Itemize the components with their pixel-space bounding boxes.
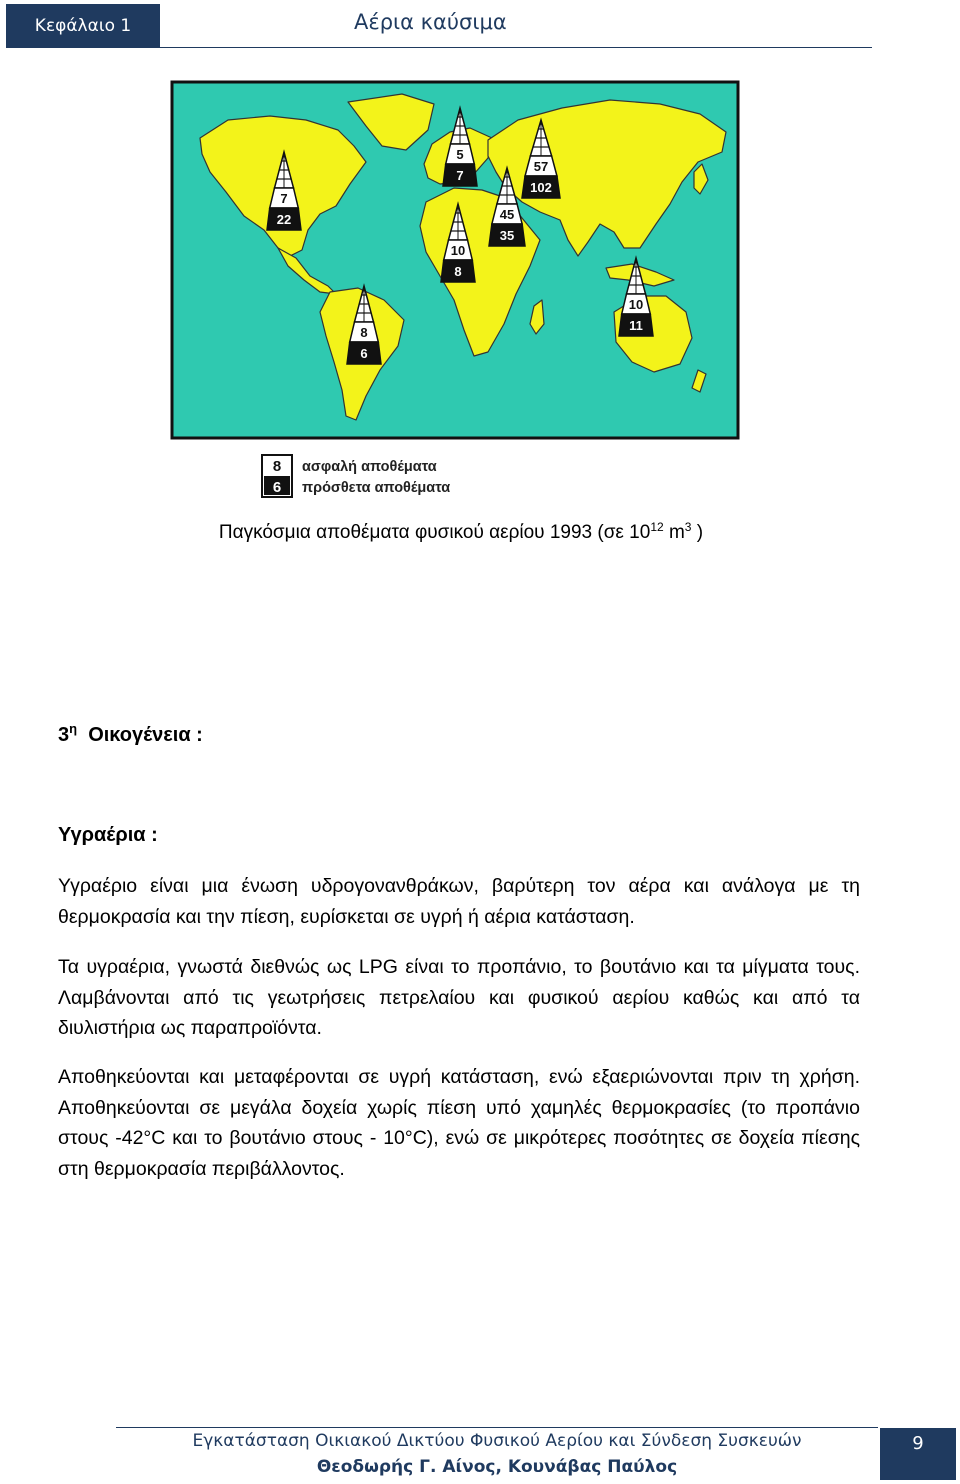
chapter-label: Κεφάλαιο 1 [6,4,160,48]
marker-safe-value: 57 [533,159,549,174]
section-ordinal: η [69,721,78,736]
map-legend [258,452,488,500]
marker-additional-value: 6 [360,346,368,361]
caption-exponent-12: 12 [650,520,664,534]
figure-caption [0,522,922,544]
marker-additional-value: 8 [454,264,462,279]
marker-additional-value: 7 [456,168,464,183]
legend-additional-value: 6 [272,479,282,496]
world-gas-reserves-map [170,80,740,440]
caption-text: Παγκόσμια αποθέματα φυσικού αερίου 1993 (σε 10 [218,522,651,543]
caption-exponent-3: 3 [684,520,692,534]
footer-rule [116,1427,878,1428]
paragraph-definition: Υγραέριο είναι μια ένωση υδρογονανθράκων, βαρύτερη τον αέρα και ανάλογα με τη θερμοκρασία και την πίεση, ευρίσκεται σε υγρή ή αέρια κατάσταση. [58,875,860,928]
caption-end: ) [691,522,704,543]
marker-additional-value: 11 [629,318,643,333]
marker-safe-value: 5 [456,147,464,162]
marker-safe-value: 10 [450,243,466,258]
marker-additional-value: 102 [530,180,552,195]
legend-safe-label: ασφαλή αποθέματα [302,459,437,475]
marker-safe-value: 10 [628,297,644,312]
marker-additional-value: 22 [276,212,292,227]
section-title: Οικογένεια : [77,724,203,746]
paragraph-storage: Αποθηκεύονται και μεταφέρονται σε υγρή κατάσταση, ενώ εξαεριώνονται πριν τη χρήση. Αποθηκεύονται σε μεγάλα δοχεία χωρίς πίεση υπό χαμηλές θερμοκρασίες (το προπάνιο στους -42°C και το βουτάνιο στους - 10°C), ενώ σε μικρότερες ποσότητες σε δοχεία πίεσης στη θερμοκρασία περιβάλλοντος. [58,1066,860,1180]
header-rule [160,47,872,48]
section-number: 3 [58,724,70,746]
page-number: 9 [880,1428,956,1480]
footer-authors: Θεοδωρής Γ. Αίνος, Κουνάβας Παύλος [316,1457,678,1477]
marker-safe-value: 8 [360,325,368,340]
caption-unit: m [663,522,685,543]
legend-additional-label: πρόσθετα αποθέματα [302,480,451,496]
footer-title: Εγκατάσταση Οικιακού Δικτύου Φυσικού Αερίου και Σύνδεση Συσκευών [192,1431,802,1451]
header-title: Αέρια καύσιμα [354,10,507,34]
marker-safe-value: 7 [280,191,288,206]
paragraph-composition: Τα υγραέρια, γνωστά διεθνώς ως LPG είναι το προπάνιο, το βουτάνιο και τα μίγματα τους. Λαμβάνονται από τις γεωτρήσεις πετρελαίου και φυσικού αερίου καθώς και από τα διυλιστήρια ως παραπροϊόντα. [58,956,860,1039]
section-heading-family [58,721,203,747]
marker-safe-value: 45 [499,207,515,222]
legend-safe-value: 8 [272,458,282,475]
marker-additional-value: 35 [499,228,515,243]
subsection-heading-lpg: Υγραέρια : [58,824,158,846]
